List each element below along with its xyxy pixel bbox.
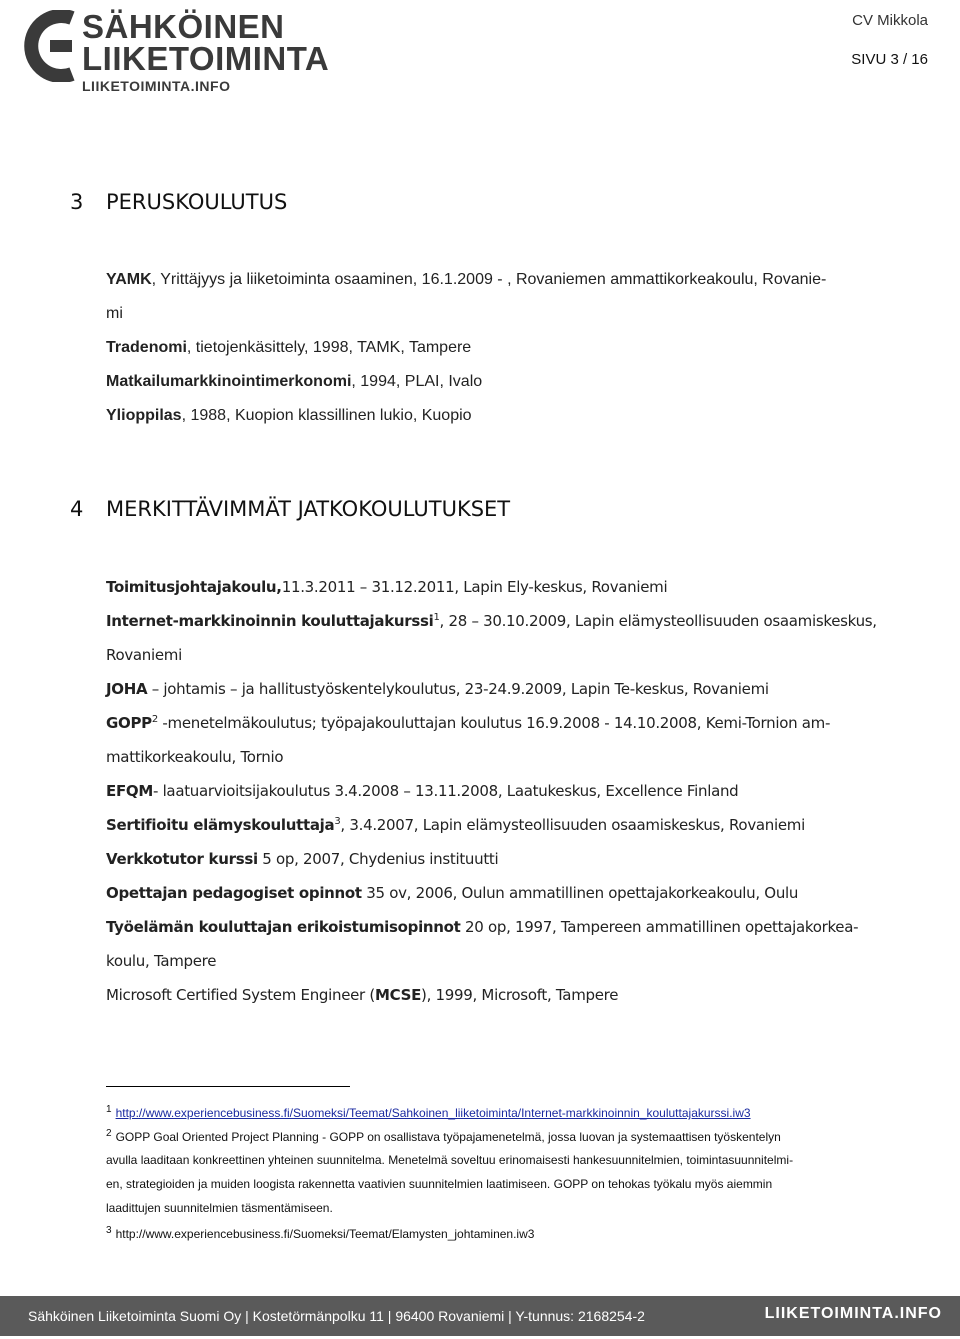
footnote-2-line: laadittujen suunnitelmien täsmentämiseen. xyxy=(106,1201,333,1215)
education-entry xyxy=(106,816,805,834)
entry-details: mattikorkeakoulu, Tornio xyxy=(106,748,284,766)
entry-abbreviation: MCSE xyxy=(374,986,422,1004)
education-entry xyxy=(106,271,826,289)
footnote-1-link[interactable]: http://www.experiencebusiness.fi/Suomeksi/Teemat/Sahkoinen_liiketoiminta/Internet-markkinoinnin_kouluttajakurssi.iw3 xyxy=(115,1106,751,1120)
education-entry xyxy=(106,782,738,800)
page-number: SIVU 3 / 16 xyxy=(851,51,928,68)
footnote-2-line: avulla laaditaan konkreettinen yhteinen suunnitelma. Menetelmä soveltuu erinomaisesti hankesuunnitelmien, toimintasuunnitelmi- xyxy=(106,1153,794,1167)
logo-text-line1: SÄHKÖINEN xyxy=(82,8,285,45)
entry-details: 11.3.2011 – 31.12.2011, Lapin Ely-keskus, Rovaniemi xyxy=(281,578,668,596)
entry-title: JOHA xyxy=(106,680,148,698)
entry-title: Verkkotutor kurssi xyxy=(106,850,258,868)
education-entry xyxy=(106,986,618,1004)
footnote-3 xyxy=(106,1225,534,1241)
education-entry xyxy=(106,612,877,630)
section-title: PERUSKOULUTUS xyxy=(106,190,288,214)
footnote-separator xyxy=(106,1086,350,1087)
footnote-ref: 2 xyxy=(151,714,158,725)
footnote-2-line: en, strategioiden ja muiden loogista rakennetta vaativien suunnitelmien laatimiseen. GOPP on tehokas työkalu myös aiemmin xyxy=(106,1177,773,1191)
page-footer xyxy=(0,1296,960,1336)
education-entry xyxy=(106,952,216,970)
education-entry xyxy=(106,373,482,391)
entry-details: 20 op, 1997, Tampereen ammatillinen opettajakorkea- xyxy=(460,918,859,936)
entry-details: , 1994, PLAI, Ivalo xyxy=(351,373,483,390)
entry-title: Tradenomi xyxy=(106,339,187,356)
education-entry xyxy=(106,578,667,596)
footnote-ref: 3 xyxy=(334,816,341,827)
entry-details: Microsoft Certified System Engineer ( xyxy=(106,986,375,1004)
entry-title: Työelämän kouluttajan erikoistumisopinnot xyxy=(106,918,461,936)
entry-title: Ylioppilas xyxy=(106,407,182,424)
entry-details: , tietojenkäsittely, 1998, TAMK, Tampere xyxy=(186,339,472,356)
education-entry xyxy=(106,850,498,868)
entry-details: , 3.4.2007, Lapin elämysteollisuuden osaamiskeskus, Rovaniemi xyxy=(340,816,805,834)
education-entry xyxy=(106,748,283,766)
entry-details: ), 1999, Microsoft, Tampere xyxy=(421,986,619,1004)
entry-details: mi xyxy=(106,305,123,322)
section-title: MERKITTÄVIMMÄT JATKOKOULUTUKSET xyxy=(106,497,511,521)
section-4-heading xyxy=(70,497,510,521)
entry-details: Rovaniemi xyxy=(106,646,182,664)
footnote-1 xyxy=(106,1104,751,1120)
entry-details: koulu, Tampere xyxy=(106,952,217,970)
footer-contact: Sähköinen Liiketoiminta Suomi Oy | Kostetörmänpolku 11 | 96400 Rovaniemi | Y-tunnus: 2168254-2 xyxy=(28,1308,645,1324)
entry-details: 5 op, 2007, Chydenius instituutti xyxy=(257,850,499,868)
education-entry xyxy=(106,407,472,425)
logo-text-line3: LIIKETOIMINTA.INFO xyxy=(82,78,231,94)
logo-mark-icon xyxy=(22,10,78,82)
footnote-ref: 1 xyxy=(433,612,440,623)
entry-title: YAMK xyxy=(106,271,152,288)
education-entry xyxy=(106,305,123,323)
entry-details: – johtamis – ja hallitustyöskentelykoulutus, 23-24.9.2009, Lapin Te-keskus, Rovaniemi xyxy=(147,680,769,698)
logo-text-line2: LIIKETOIMINTA xyxy=(82,40,330,77)
footnote-number: 1 xyxy=(106,1104,112,1115)
entry-details: - laatuarvioitsijakoulutus 3.4.2008 – 13.11.2008, Laatukeskus, Excellence Finland xyxy=(152,782,739,800)
section-number: 3 xyxy=(70,190,84,214)
footer-logo: LIIKETOIMINTA.INFO xyxy=(764,1305,942,1322)
entry-details: -menetelmäkoulutus; työpajakouluttajan koulutus 16.9.2008 - 14.10.2008, Kemi-Tornion am- xyxy=(157,714,831,732)
entry-details: , Yrittäjyys ja liiketoiminta osaaminen, 16.1.2009 - , Rovaniemen ammattikorkeakoulu, Rovanie- xyxy=(151,271,827,288)
entry-title: GOPP xyxy=(106,714,152,732)
cv-name: CV Mikkola xyxy=(852,12,928,29)
education-entry xyxy=(106,918,858,936)
entry-title: Internet-markkinoinnin kouluttajakurssi xyxy=(106,612,434,630)
footnote-number: 2 xyxy=(106,1128,112,1139)
entry-title: Toimitusjohtajakoulu, xyxy=(106,578,282,596)
entry-title: Opettajan pedagogiset opinnot xyxy=(106,884,362,902)
education-entry xyxy=(106,339,471,357)
section-3-heading xyxy=(70,190,287,214)
entry-details: 35 ov, 2006, Oulun ammatillinen opettajakorkeakoulu, Oulu xyxy=(361,884,799,902)
footnote-2 xyxy=(106,1128,781,1144)
entry-title: Sertifioitu elämyskouluttaja xyxy=(106,816,335,834)
education-entry xyxy=(106,680,769,698)
footnote-2-line: GOPP Goal Oriented Project Planning - GOPP on osallistava työpajamenetelmä, jossa luovan ja systemaattisen työskentelyn xyxy=(115,1130,781,1144)
section-number: 4 xyxy=(70,497,84,521)
entry-details: , 28 – 30.10.2009, Lapin elämysteollisuuden osaamiskeskus, xyxy=(439,612,877,630)
education-entry xyxy=(106,646,182,664)
footnote-number: 3 xyxy=(106,1225,112,1236)
footnote-3-text: http://www.experiencebusiness.fi/Suomeksi/Teemat/Elamysten_johtaminen.iw3 xyxy=(115,1227,535,1241)
entry-title: EFQM xyxy=(106,782,153,800)
entry-details: , 1988, Kuopion klassillinen lukio, Kuopio xyxy=(181,407,472,424)
company-logo xyxy=(22,4,330,96)
education-entry xyxy=(106,884,798,902)
entry-title: Matkailumarkkinointimerkonomi xyxy=(106,373,352,390)
education-entry xyxy=(106,714,830,732)
